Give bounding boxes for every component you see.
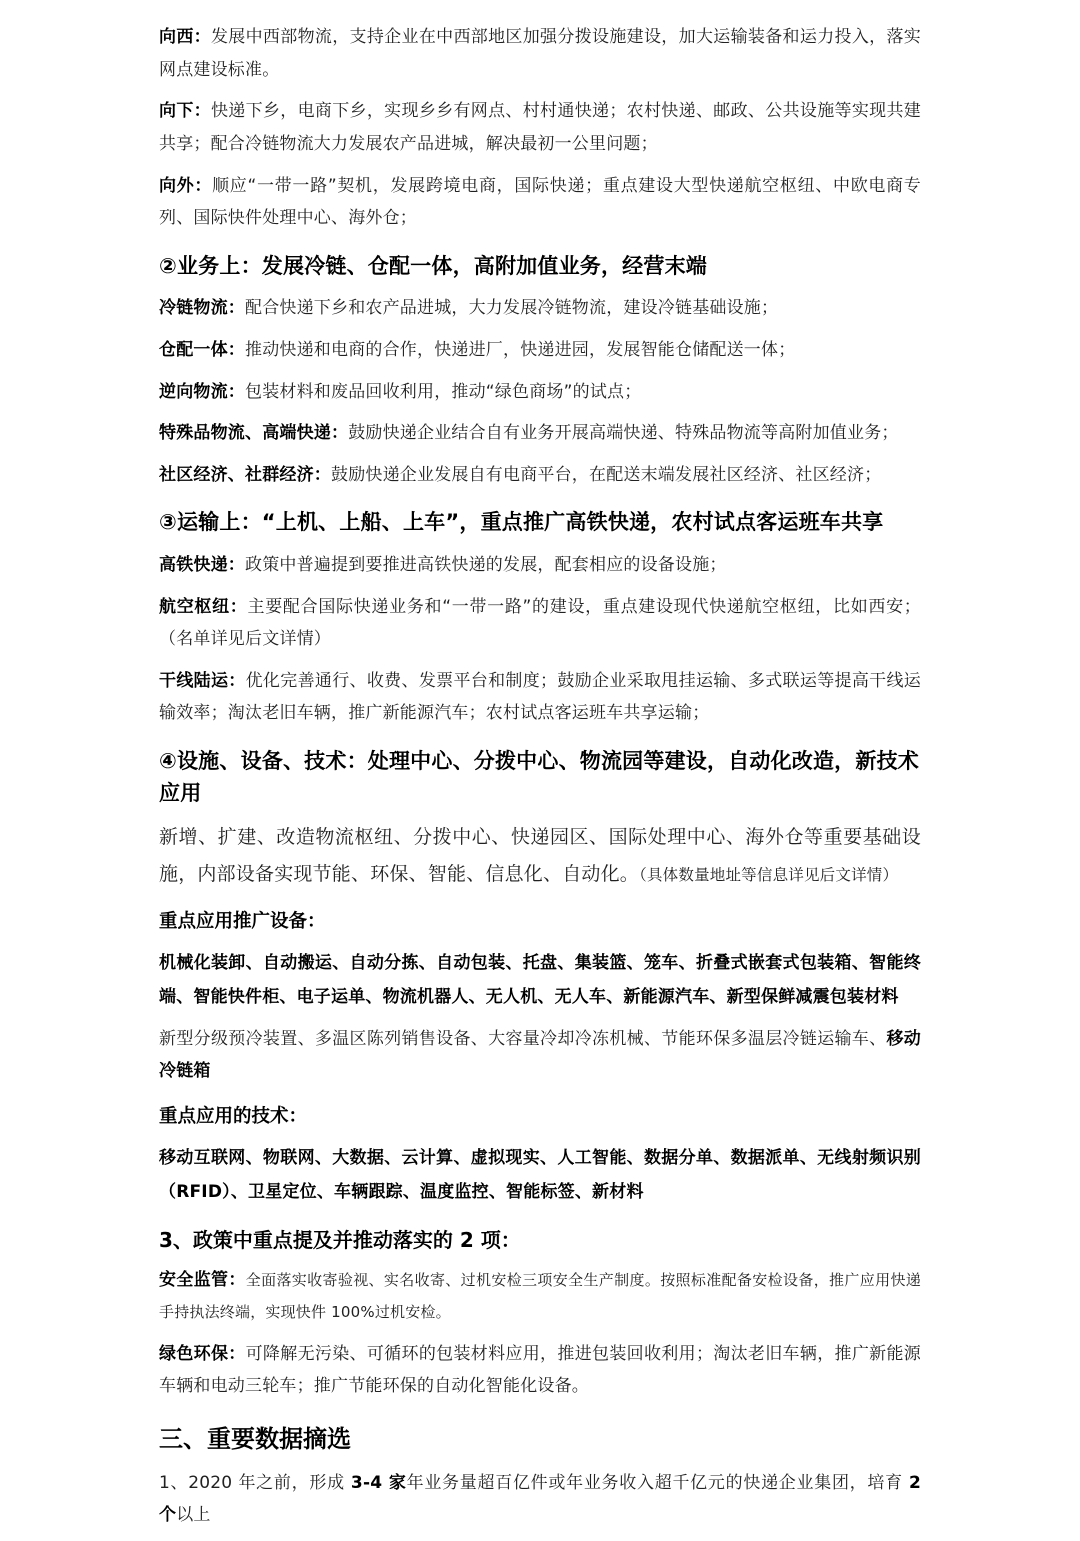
para-label: 航空枢纽：	[159, 596, 248, 617]
para-text: 主要配合国际快递业务和“一带一路”的建设，重点建设现代快递航空枢纽，比如西安；（名单详见后文详情）	[159, 596, 921, 650]
para-aviation-hub	[159, 591, 921, 656]
heading-transport: ③运输上：“上机、上船、上车”，重点推广高铁快递，农村试点客运班车共享	[159, 510, 884, 535]
document-body	[159, 21, 921, 1532]
para-bold-end: 移动冷链箱	[159, 1028, 921, 1082]
heading-important-data: 三、重要数据摘选	[159, 1425, 351, 1454]
para-bold-value: 3-4 家	[350, 1472, 407, 1493]
para-text: 以上	[176, 1505, 211, 1526]
para-text: 配合快递下乡和农产品进城，大力发展冷链物流，建设冷链基础设施；	[245, 298, 779, 319]
list-equipment-cold-chain	[159, 1023, 921, 1088]
para-text: 全面落实收寄验视、实名收寄、过机安检三项安全生产制度。按照标准配备安检设备，推广应用快递手持执法终端，实现快件 100%过机安检。	[159, 1270, 921, 1322]
list-equipment-primary: 机械化装卸、自动搬运、自动分拣、自动包装、托盘、集装篮、笼车、折叠式嵌套式包装箱、智能终端、智能快件柜、电子运单、物流机器人、无人机、无人车、新能源汽车、新型保鲜减震包装材料	[159, 952, 921, 1007]
para-label: 冷链物流：	[159, 298, 245, 319]
para-label: 向下：	[159, 101, 211, 122]
para-text: 发展中西部物流，支持企业在中西部地区加强分拨设施建设，加大运输装备和运力投入，落实网点建设标准。	[159, 27, 921, 80]
para-label: 社区经济、社群经济：	[159, 464, 331, 485]
para-reverse-logistics	[159, 376, 921, 409]
para-direction-down	[159, 95, 921, 160]
para-text: 快递下乡，电商下乡，实现乡乡有网点、村村通快递；农村快递、邮政、公共设施等实现共建共享；配合冷链物流大力发展农产品进城，解决最初一公里问题；	[159, 101, 921, 154]
para-text: 政策中普遍提到要推进高铁快递的发展，配套相应的设备设施；	[245, 554, 727, 575]
para-note: （具体数量地址等信息详见后文详情）	[639, 866, 899, 885]
heading-business: ②业务上：发展冷链、仓配一体，高附加值业务，经营末端	[159, 253, 707, 278]
para-text: 新型分级预冷装置、多温区陈列销售设备、大容量冷却冷冻机械、节能环保多温层冷链运输车、	[159, 1028, 887, 1049]
para-text: 1、2020 年之前，形成	[159, 1472, 351, 1493]
para-text: 新增、扩建、改造物流枢纽、分拨中心、快递园区、国际处理中心、海外仓等重要基础设施，内部设备实现节能、环保、智能、信息化、自动化。	[159, 826, 921, 886]
title-key-equipment: 重点应用推广设备：	[159, 911, 326, 933]
para-text: 推动快递和电商的合作，快递进厂，快递进园，发展智能仓储配送一体；	[245, 339, 796, 360]
para-safety-supervision	[159, 1264, 921, 1329]
para-label: 特殊品物流、高端快递：	[159, 423, 349, 444]
para-text: 包装材料和废品回收利用，推动“绿色商场”的试点；	[245, 381, 642, 402]
para-bold-value: 2 个	[159, 1472, 922, 1526]
para-label: 向西：	[159, 27, 211, 47]
para-label: 高铁快递：	[159, 554, 245, 575]
para-special-goods	[159, 417, 921, 450]
para-warehouse-distribution	[159, 334, 921, 367]
title-key-technology: 重点应用的技术：	[159, 1105, 308, 1127]
para-label: 绿色环保：	[159, 1343, 246, 1364]
para-label: 安全监管：	[159, 1269, 246, 1290]
para-data-point-1	[159, 1467, 921, 1532]
para-label: 干线陆运：	[159, 670, 246, 691]
para-infrastructure	[159, 819, 921, 893]
para-green-environment	[159, 1338, 921, 1403]
para-label: 仓配一体：	[159, 339, 245, 360]
para-community-economy	[159, 459, 921, 492]
para-trunk-land-transport	[159, 665, 921, 730]
list-technology: 移动互联网、物联网、大数据、云计算、虚拟现实、人工智能、数据分单、数据派单、无线射频识别（RFID）、卫星定位、车辆跟踪、温度监控、智能标签、新材料	[159, 1147, 921, 1202]
para-text: 年业务量超百亿件或年业务收入超千亿元的快递企业集团，培育	[406, 1472, 909, 1493]
para-hsr-express	[159, 549, 921, 582]
para-label: 逆向物流：	[159, 381, 245, 402]
heading-facilities-equipment-technology: ④设施、设备、技术：处理中心、分拨中心、物流园等建设，自动化改造，新技术应用	[159, 749, 919, 805]
para-text: 鼓励快递企业结合自有业务开展高端快递、特殊品物流等高附加值业务；	[348, 423, 899, 444]
para-text: 顺应“一带一路”契机，发展跨境电商，国际快递；重点建设大型快递航空枢纽、中欧电商专列、国际快件处理中心、海外仓；	[159, 175, 921, 229]
para-cold-chain	[159, 292, 921, 325]
para-label: 向外：	[159, 175, 213, 196]
heading-two-key-items: 3、政策中重点提及并推动落实的 2 项：	[159, 1227, 521, 1252]
para-direction-outward	[159, 170, 921, 235]
para-text: 鼓励快递企业发展自有电商平台，在配送末端发展社区经济、社区经济；	[331, 464, 882, 485]
para-text: 可降解无污染、可循环的包装材料应用，推进包装回收利用；淘汰老旧车辆，推广新能源车辆和电动三轮车；推广节能环保的自动化智能化设备。	[159, 1343, 921, 1397]
para-text: 优化完善通行、收费、发票平台和制度；鼓励企业采取甩挂运输、多式联运等提高干线运输效率；淘汰老旧车辆，推广新能源汽车；农村试点客运班车共享运输；	[159, 670, 921, 724]
para-direction-west	[159, 21, 921, 86]
